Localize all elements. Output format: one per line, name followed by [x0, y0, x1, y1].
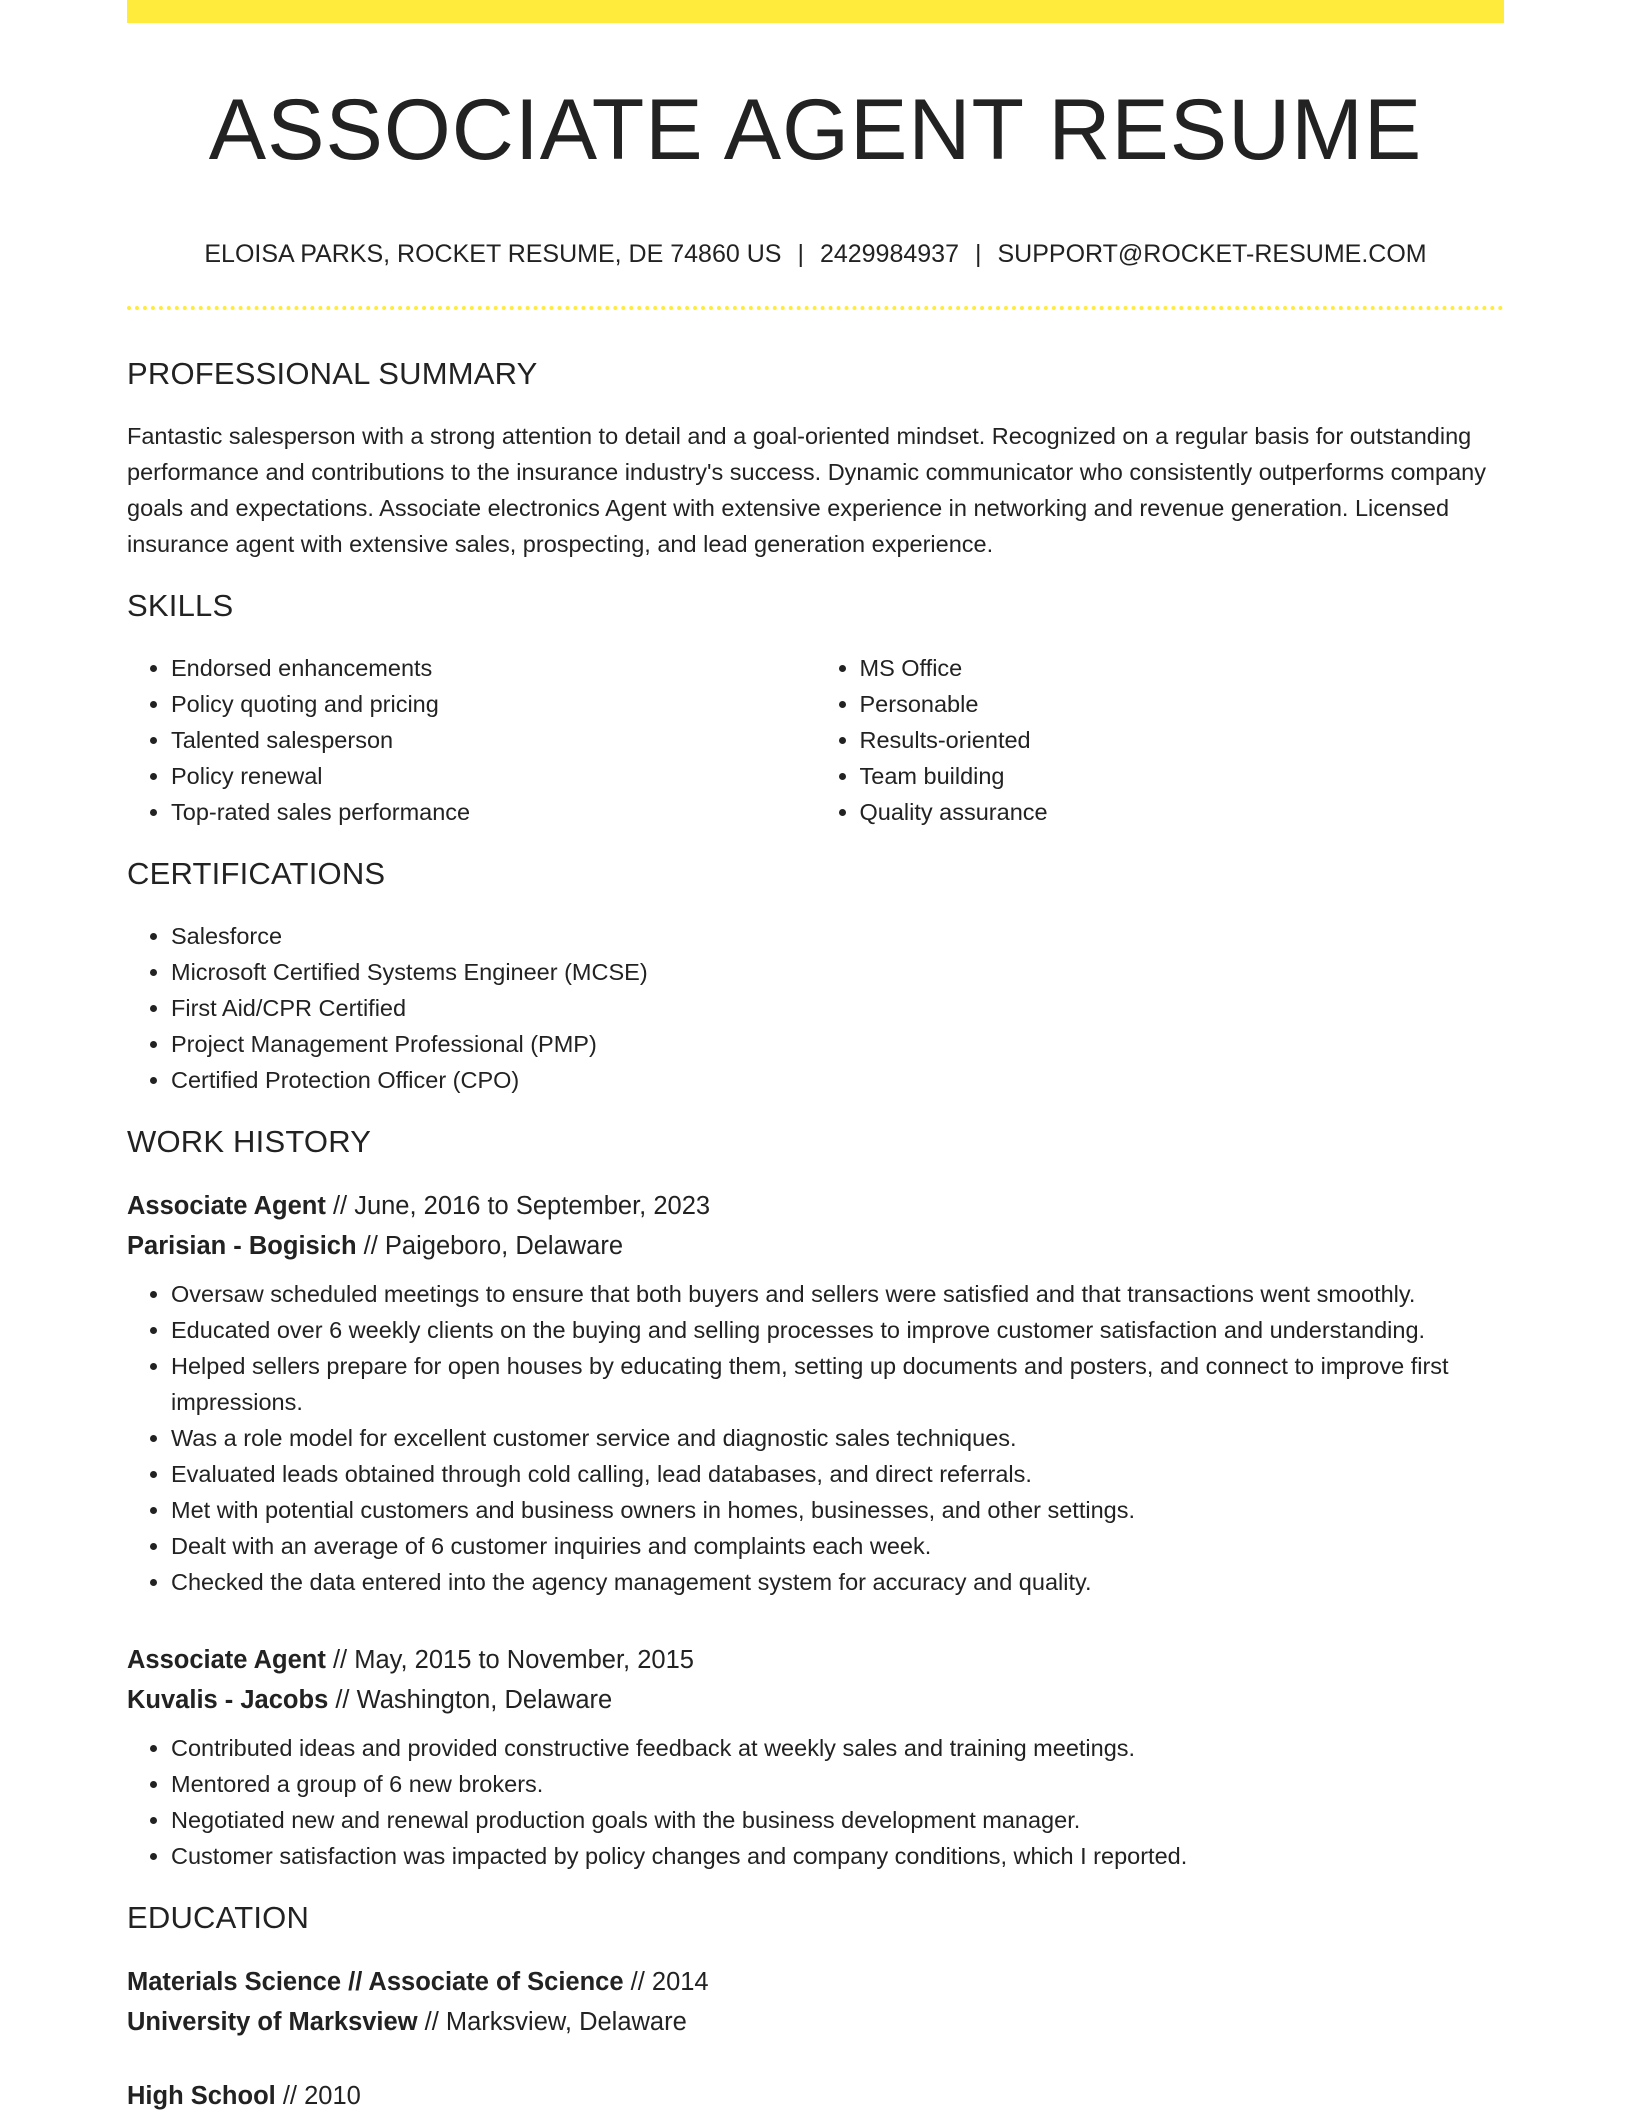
skill-item: • MS Office [860, 650, 1505, 686]
education-heading: EDUCATION [127, 1900, 310, 1935]
job-entry [127, 1640, 1504, 1874]
job-bullet: • Evaluated leads obtained through cold calling, lead databases, and direct referrals. [171, 1456, 1504, 1492]
job-bullet: • Oversaw scheduled meetings to ensure that both buyers and sellers were satisfied and that transactions went smoothly. [171, 1276, 1504, 1312]
education-entry [127, 1962, 1504, 2042]
skill-item: • Top-rated sales performance [171, 794, 816, 830]
job-company: Parisian - Bogisich [127, 1232, 357, 1260]
skills-list-right [816, 650, 1505, 830]
job-dates: // May, 2015 to November, 2015 [325, 1646, 694, 1674]
certification-item: • Project Management Professional (PMP) [171, 1026, 1504, 1062]
contact-line [127, 236, 1504, 272]
skill-item: • Quality assurance [860, 794, 1505, 830]
skill-item: • Endorsed enhancements [171, 650, 816, 686]
job-bullet: • Mentored a group of 6 new brokers. [171, 1766, 1504, 1802]
job-dates: // June, 2016 to September, 2023 [325, 1192, 711, 1220]
certifications-section [127, 852, 1504, 1098]
skills-list-left [127, 650, 816, 830]
job-bullet: • Negotiated new and renewal production goals with the business development manager. [171, 1802, 1504, 1838]
education-degree: High School [127, 2082, 276, 2110]
skill-item: • Policy quoting and pricing [171, 686, 816, 722]
education-year: // 2014 [623, 1968, 709, 1996]
education-location: // Marksview, Delaware [417, 2008, 687, 2036]
education-section [127, 1896, 1504, 2112]
job-bullet: • Dealt with an average of 6 customer inquiries and complaints each week. [171, 1528, 1504, 1564]
job-bullet: • Customer satisfaction was impacted by policy changes and company conditions, which I reported. [171, 1838, 1504, 1874]
job-bullets [127, 1276, 1504, 1600]
education-degree-line [127, 1962, 1504, 2002]
contact-separator: | [797, 240, 804, 268]
summary-section [127, 352, 1504, 562]
summary-heading: PROFESSIONAL SUMMARY [127, 356, 538, 391]
skills-columns [127, 650, 1504, 830]
skill-item: • Talented salesperson [171, 722, 816, 758]
job-bullet: • Helped sellers prepare for open houses by educating them, setting up documents and posters, and connect to improve first impressions. [171, 1348, 1504, 1420]
job-bullet: • Checked the data entered into the agency management system for accuracy and quality. [171, 1564, 1504, 1600]
education-school-line [127, 2002, 1504, 2042]
skills-section [127, 584, 1504, 830]
certification-item: • First Aid/CPR Certified [171, 990, 1504, 1026]
job-location: // Paigeboro, Delaware [356, 1232, 624, 1260]
resume-body [127, 352, 1504, 2112]
summary-text: Fantastic salesperson with a strong attention to detail and a goal-oriented mindset. Recognized on a regular basis for outstanding performance and contributions to the insurance industry's success. Dynamic communicator who consistently outperforms company goals and expectations. Associate electronics Agent with extensive experience in networking and revenue generation. Licensed insurance agent with extensive sales, prospecting, and lead generation experience. [127, 423, 1486, 557]
certifications-heading: CERTIFICATIONS [127, 856, 386, 891]
certification-item: • Microsoft Certified Systems Engineer (MCSE) [171, 954, 1504, 990]
education-degree-line [127, 2076, 1504, 2112]
resume-title: ASSOCIATE AGENT RESUME [208, 82, 1423, 178]
job-bullets [127, 1730, 1504, 1874]
job-title: Associate Agent [127, 1646, 326, 1674]
top-accent-bar [127, 0, 1504, 23]
skill-item: • Results-oriented [860, 722, 1505, 758]
education-degree: Materials Science // Associate of Science [127, 1968, 624, 1996]
job-title-line [127, 1640, 1504, 1680]
skill-item: • Personable [860, 686, 1505, 722]
contact-email: SUPPORT@ROCKET-RESUME.COM [997, 240, 1427, 268]
job-company-line [127, 1680, 1504, 1720]
job-bullet: • Was a role model for excellent customer service and diagnostic sales techniques. [171, 1420, 1504, 1456]
job-location: // Washington, Delaware [328, 1686, 613, 1714]
job-company: Kuvalis - Jacobs [127, 1686, 329, 1714]
skill-item: • Team building [860, 758, 1505, 794]
job-company-line [127, 1226, 1504, 1266]
skill-item: • Policy renewal [171, 758, 816, 794]
work-history-section [127, 1120, 1504, 1874]
job-bullet: • Met with potential customers and business owners in homes, businesses, and other settings. [171, 1492, 1504, 1528]
certification-item: • Certified Protection Officer (CPO) [171, 1062, 1504, 1098]
dotted-divider [127, 306, 1504, 310]
education-year: // 2010 [275, 2082, 361, 2110]
education-school: University of Marksview [127, 2008, 418, 2036]
certifications-list [127, 918, 1504, 1098]
job-bullet: • Educated over 6 weekly clients on the buying and selling processes to improve customer satisfaction and understanding. [171, 1312, 1504, 1348]
contact-separator: | [974, 240, 982, 268]
education-entry [127, 2076, 1504, 2112]
job-title-line [127, 1186, 1504, 1226]
certification-item: • Salesforce [171, 918, 1504, 954]
job-bullet: • Contributed ideas and provided constructive feedback at weekly sales and training meetings. [171, 1730, 1504, 1766]
skills-heading: SKILLS [127, 588, 234, 623]
work-history-heading: WORK HISTORY [127, 1124, 372, 1159]
contact-address: ELOISA PARKS, ROCKET RESUME, DE 74860 US [204, 240, 782, 268]
contact-phone: 2429984937 [819, 240, 959, 268]
job-title: Associate Agent [127, 1192, 326, 1220]
job-entry [127, 1186, 1504, 1600]
